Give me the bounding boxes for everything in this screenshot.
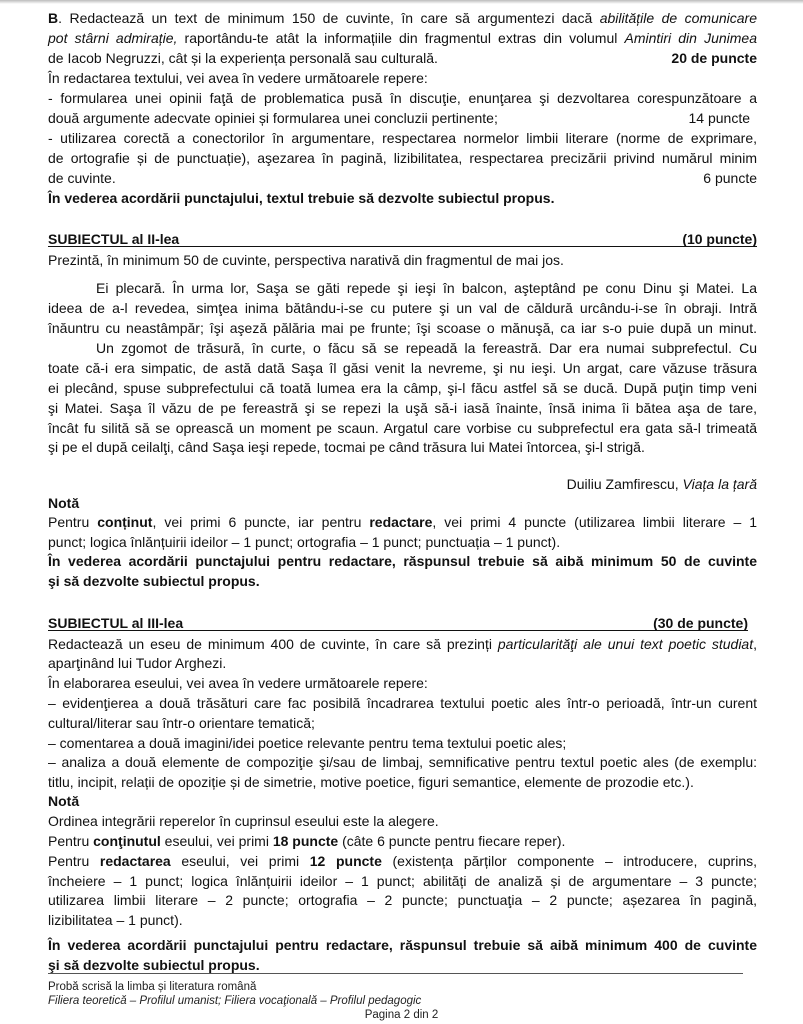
text-run: În elaborarea eseului, vei avea în vedere următoarele repere:: [48, 675, 428, 691]
text-run: lizibilitatea – 1 punct).: [48, 912, 183, 928]
text-run: eseului, vei primi: [170, 853, 310, 869]
text-line: [48, 891, 757, 909]
text-line: [48, 872, 757, 890]
text-run: aparţinând lui Tudor Arghezi.: [48, 655, 227, 671]
text-line: [48, 494, 757, 512]
text-run: , vei primi 6 puncte, iar pentru: [152, 514, 370, 530]
text-run: În vederea acordării punctajului pentru redactare, răspunsul trebuie să aibă minimum 50 de cuvinte: [48, 553, 757, 569]
text-run: utilizarea limbii literare – 2 puncte; ortografia – 2 puncte; punctuaţia – 2 puncte; așezarea în pagină,: [48, 892, 757, 908]
text-run: , vei primi 4 puncte (utilizarea limbii literare – 1: [432, 514, 758, 530]
text-run: şi să dezvolte subiectul propus.: [48, 573, 260, 589]
text-line: [48, 694, 757, 712]
text-line: [48, 513, 757, 531]
text-line: [48, 792, 757, 810]
text-line: [48, 251, 757, 269]
section-heading: [48, 230, 757, 247]
points-label: 20 de puncte: [671, 50, 757, 66]
text-run: – analiza a două elemente de compoziţie şi/sau de limbaj, semnificative pentru textul poetic ales (de exemplu:: [48, 754, 757, 770]
text-line: [48, 852, 757, 870]
text-line: [48, 379, 757, 397]
text-run: În vederea acordării punctajului, textul trebuie să dezvolte subiectul propus.: [48, 190, 555, 206]
text-run: încheiere – 1 punct; logica înlănțuirii ideilor – 1 punct; abilități de analiză și de argumentare – 3 puncte;: [48, 873, 757, 889]
text-line: [48, 9, 757, 27]
text-run: redactare: [369, 514, 433, 530]
text-run: cultural/literar sau într-o orientare tematică;: [48, 715, 315, 731]
text-run: Pentru: [48, 833, 94, 849]
text-line: [48, 89, 757, 107]
text-line: [48, 149, 757, 167]
text-run: Ordinea integrării reperelor în cuprinsul eseului este la alegere.: [48, 813, 439, 829]
text-line: [48, 572, 757, 590]
text-line: [48, 169, 757, 187]
text-line: [48, 936, 757, 954]
text-line: [48, 654, 757, 672]
text-line: [48, 674, 757, 692]
text-run: eseului, vei primi: [160, 833, 273, 849]
footer-exam-title: Probă scrisă la limba și literatura română: [48, 981, 257, 993]
points-label: 6 puncte: [703, 170, 757, 186]
footer-profile: Filiera teoretică – Profilul umanist; Filiera vocaţională – Profilul pedagogic: [48, 995, 422, 1007]
text-run: Duiliu Zamfirescu,: [566, 476, 683, 492]
text-line: [48, 773, 757, 791]
text-run: SUBIECTUL al II-lea: [48, 231, 180, 247]
text-line: [48, 734, 757, 752]
text-run: În vederea acordării punctajului pentru redactare, răspunsul trebuie să aibă minimum 400 de cuvinte: [48, 937, 757, 953]
text-run: Notă: [48, 793, 80, 809]
text-run: de ortografie și de punctuație), aşezarea în pagină, lizibilitatea, respectarea precizării privind numărul minim: [48, 150, 757, 166]
text-run: - formularea unei opinii faţă de problematica pusă în discuţie, enunţarea şi dezvoltarea corespunzătoare a: [48, 90, 757, 106]
text-line: [48, 832, 757, 850]
text-run: punct; logica înlănțuirii ideilor – 1 punct; ortografia – 1 punct; punctuația – 1 punct).: [48, 534, 561, 550]
text-run: şi Matei. Saşa îl văzu de pe fereastră şi se repezi la uşă să-i iasă înainte, însă inima îi bătea aşa de tare,: [48, 400, 757, 416]
text-run: B: [48, 10, 59, 26]
text-line: [48, 475, 757, 493]
text-run: Un zgomot de trăsură, în curte, o făcu să se repeadă la fereastră. Dar era numai subprefectul. Cu: [96, 340, 757, 356]
text-run: (existența părților componente – introducere, cuprins,: [381, 853, 757, 869]
text-line: [48, 552, 757, 570]
text-run: 18 puncte: [272, 833, 339, 849]
text-run: Pentru: [48, 853, 100, 869]
text-run: – evidenţierea a două trăsături care fac posibilă încadrarea textului poetic ales într-o perioadă, într-un curent: [48, 695, 757, 711]
text-run: – comentarea a două imagini/idei poetice relevante pentru tema textului poetic ales;: [48, 735, 567, 751]
page-number: Pagina 2 din 2: [364, 1009, 439, 1021]
text-run: şi pe el după ceilalţi, când Saşa ieşi repede, tocmai pe când trăsura lui Matei întorcea, şi-l strigă.: [48, 439, 645, 455]
text-line: [96, 339, 757, 357]
text-run: ,: [753, 636, 758, 652]
text-run: particularităţi ale unui text poetic studiat: [497, 636, 754, 652]
text-line: [48, 533, 757, 551]
points-label: 14 puncte: [688, 110, 750, 126]
text-run: conținut: [97, 514, 153, 530]
text-line: [48, 29, 757, 47]
text-run: abilitățile de comunicare: [599, 10, 758, 26]
text-run: redactarea: [99, 853, 171, 869]
text-run: Notă: [48, 495, 80, 511]
text-run: În redactarea textului, vei avea în vedere următoarele repere:: [48, 70, 428, 86]
text-line: [48, 69, 757, 87]
text-run: - utilizarea corectă a conectorilor în argumentare, respectarea normelor limbii literare (norme de exprimare,: [48, 130, 757, 146]
text-line: [48, 753, 757, 771]
text-line: [48, 635, 757, 653]
text-run: Amintiri din Junimea: [624, 30, 757, 46]
text-run: două argumente adecvate opiniei și formularea unei concluzii pertinente;: [48, 110, 498, 126]
text-line: [48, 49, 757, 67]
text-run: înăuntru cu neastâmpăr; îşi aşeză pălăria mai pe frunte; îşi scoase o mănuşă, ca iar s-o puie după un minut.: [48, 320, 757, 336]
text-line: [48, 299, 757, 317]
text-run: (câte 6 puncte pentru fiecare reper).: [338, 833, 566, 849]
text-line: [48, 129, 757, 147]
source-attribution: [567, 475, 757, 493]
text-run: 12 puncte: [309, 853, 382, 869]
section-heading: [48, 614, 748, 631]
text-run: Ei plecară. În urma lor, Saşa se găti repede şi ieşi în balcon, aşteptând pe conu Dinu şi Matei. La: [96, 280, 757, 296]
text-run: conţinutul: [93, 833, 161, 849]
points-label: (10 puncte): [682, 231, 757, 247]
text-run: Prezintă, în minimum 50 de cuvinte, perspectiva narativă din fragmentul de mai jos.: [48, 252, 564, 268]
text-run: de Iacob Negruzzi, cât și la experiența personală sau culturală.: [48, 50, 438, 66]
text-run: ei plecând, spuse subprefectului că toată lumea era la câmp, şi-l făcu astfel să se ducă. După puţin timp veni: [48, 380, 757, 396]
text-run: Pentru: [48, 514, 98, 530]
text-run: Viața la țară: [682, 476, 757, 492]
text-line: [48, 911, 757, 929]
text-line: [48, 714, 757, 732]
text-line: [48, 438, 757, 456]
text-run: . Redactează un text de minimum 150 de cuvinte, în care să argumentezi dacă: [58, 10, 600, 26]
text-run: Redactează un eseu de minimum 400 de cuvinte, în care să prezinți: [48, 636, 498, 652]
text-run: toate că-i era simpatic, de astă dată Saşa îl găsi venit la nevreme, şi nu ieşi. Un argat, care văzuse trăsura: [48, 360, 757, 376]
text-run: ideea de a-l revedea, simţea inima bătându-i-se cu putere şi un val de căldură urcându-i-se în obraji. Intră: [48, 300, 757, 316]
text-line: [96, 279, 757, 297]
text-run: încât fu silită să se oprească un moment pe scaun. Argatul care vorbise cu subprefectul era gata să-l trimeată: [48, 420, 757, 436]
text-line: [48, 189, 757, 207]
text-line: [48, 956, 757, 974]
text-line: [48, 399, 757, 417]
text-run: SUBIECTUL al III-lea: [48, 615, 184, 631]
text-run: pot stârni admirație,: [48, 30, 178, 46]
footer-divider: [48, 973, 743, 974]
text-run: şi să dezvolte subiectul propus.: [48, 957, 260, 973]
points-label: (30 de puncte): [653, 615, 748, 631]
text-line: [48, 319, 757, 337]
page-top-edge: [0, 0, 803, 4]
text-run: titlu, incipit, relații de opoziție și de simetrie, motive poetice, figuri semantice, elemente de prozodie etc.).: [48, 774, 694, 790]
text-line: [48, 812, 757, 830]
text-line: [48, 109, 757, 127]
text-line: [48, 359, 757, 377]
text-run: raportându-te atât la informațiile din fragmentul extras din volumul: [177, 30, 625, 46]
text-line: [48, 419, 757, 437]
text-run: de cuvinte.: [48, 170, 116, 186]
